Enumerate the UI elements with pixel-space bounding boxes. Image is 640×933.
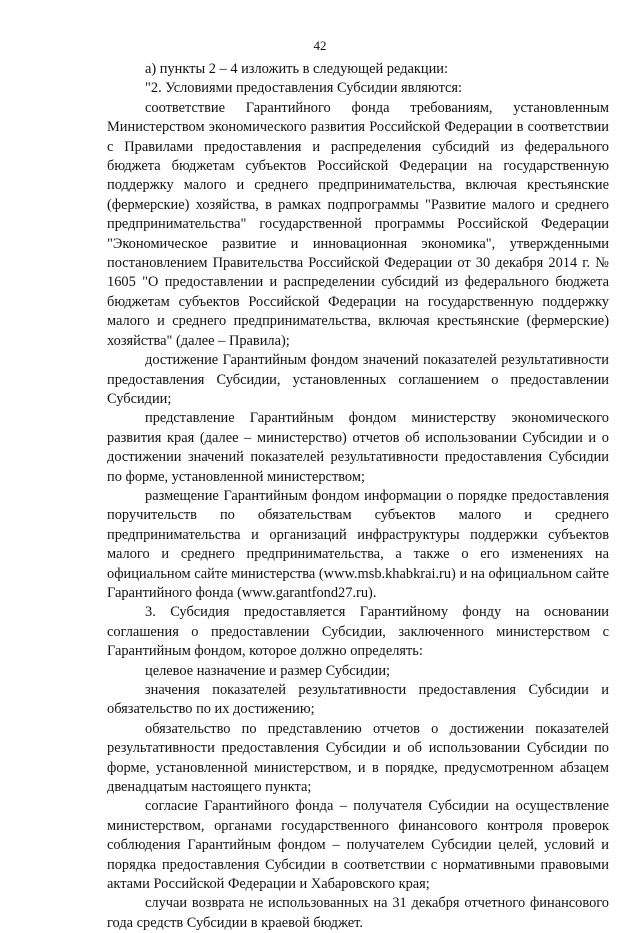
paragraph-conditions-heading: "2. Условиями предоставления Субсидии являются: xyxy=(145,80,463,97)
paragraph-indicator-values: значения показателей результативности предоставления Субсидии и обязательство по их достижению; xyxy=(107,682,609,718)
document-body xyxy=(107,60,609,933)
paragraph-purpose-amount: целевое назначение и размер Субсидии; xyxy=(145,662,391,679)
paragraph-reporting-obligation: обязательство по представлению отчетов о достижении показателей результативности предоставления Субсидии и об использовании Субсидии по форме, установленной министерством, и в порядке, предусмотренном абзацем двенадцатым настоящего пункта; xyxy=(107,720,609,796)
paragraph-indicators-achievement: достижение Гарантийным фондом значений показателей результативности предоставления Субсидии, установленных соглашением о предоставлении Субсидии; xyxy=(107,352,609,407)
paragraph-amendment-intro: а) пункты 2 – 4 изложить в следующей редакции: xyxy=(145,61,448,77)
paragraph-audit-consent: согласие Гарантийного фонда – получателя Субсидии на осуществление министерством, органами государственного финансового контроля проверок соблюдения Гарантийным фондом – получателем Субсидии целей, условий и порядка предоставления Субсидии в соответствии с нормативными правовыми актами Российской Федерации и Хабаровского края; xyxy=(107,798,609,893)
paragraph-information-publication: размещение Гарантийным фондом информации о порядке предоставления поручительств по обязательствам субъектов малого и среднего предпринимательства и организаций инфраструктуры поддержки субъектов малого и среднего предпринимательства, а также о его изменениях на официальном сайте министерства (www.msb.khabkrai.ru) и на официальном сайте Гарантийного фонда (www.garantfond27.ru). xyxy=(107,487,609,601)
paragraph-reports-submission: представление Гарантийным фондом министерству экономического развития края (далее – министерство) отчетов об использовании Субсидии и о достижении значений показателей результативности предоставления Субсидии по форме, установленной министерством; xyxy=(107,410,609,485)
paragraph-subsidy-agreement: 3. Субсидия предоставляется Гарантийному фонду на основании соглашения о предоставлении Субсидии, заключенного министерством с Гарантийным фондом, которое должно определять: xyxy=(107,604,609,660)
page-number: 42 xyxy=(313,38,327,53)
paragraph-fund-compliance: соответствие Гарантийного фонда требованиям, установленным Министерством экономического развития Российской Федерации в соответствии с Правилами предоставления и распределения субсидий из федерального бюджета бюджетам субъектов Российской Федерации на государственную поддержку малого и среднего предпринимательства, включая крестьянские (фермерские) хозяйства, в рамках подпрограммы "Развитие малого и среднего предпринимательства" государственной программы Российской Федерации "Экономическое развитие и инновационная экономика", утвержденными постановлением Правительства Российской Федерации от 30 декабря 2014 г. № 1605 "О предоставлении и распределении субсидий из федерального бюджета бюджетам субъектов Российской Федерации на государственную поддержку малого и среднего предпринимательства, включая крестьянские (фермерские) хозяйства" (далее – Правила); xyxy=(107,99,609,349)
paragraph-refund-cases: случаи возврата не использованных на 31 декабря отчетного финансового года средств Субсидии в краевой бюджет. xyxy=(107,895,609,931)
